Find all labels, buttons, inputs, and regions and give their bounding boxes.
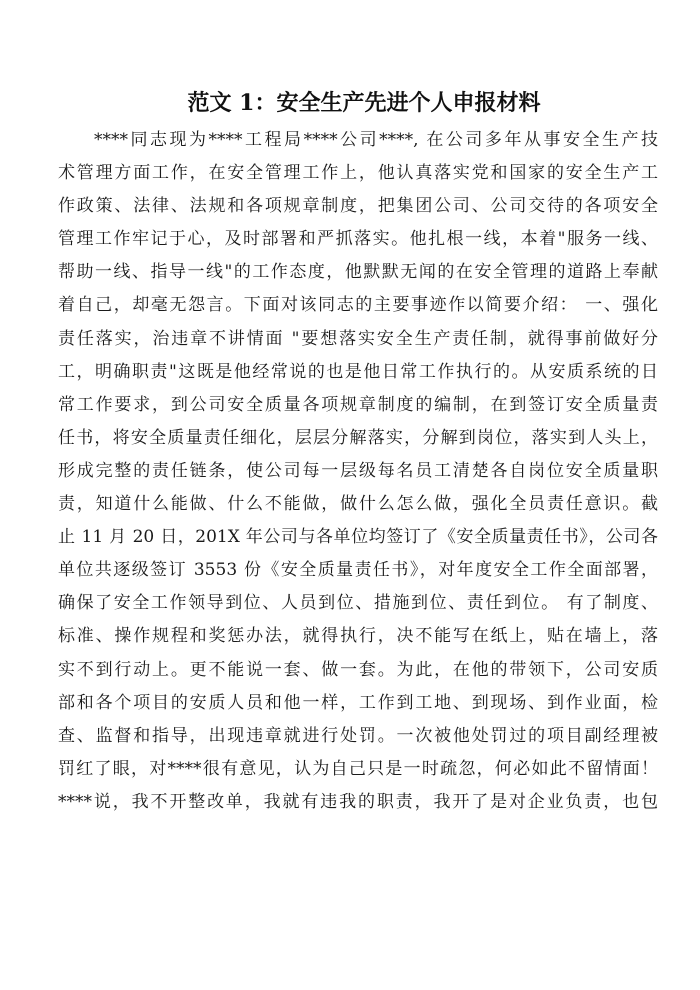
body-line: ****同志现为****工程局****公司****, 在公司多年从事安全生产技 <box>94 130 658 150</box>
body-line: ****说，我不开整改单，我就有违我的职责，我开了是对企业负责，也包 <box>58 791 658 812</box>
body-line: 术管理方面工作，在安全管理工作上，他认真落实党和国家的安全生产工 <box>58 163 658 184</box>
document-body <box>58 124 658 819</box>
body-line: 工，明确职责"这既是他经常说的也是他日常工作执行的。从安质系统的日 <box>58 361 658 382</box>
body-line: 部和各个项目的安质人员和他一样，工作到工地、到现场、到作业面，检 <box>58 692 658 713</box>
body-line: 罚红了眼，对****很有意见，认为自己只是一时疏忽，何必如此不留情面！ <box>58 758 658 779</box>
body-line: 确保了安全工作领导到位、人员到位、措施到位、责任到位。 有了制度、 <box>58 593 658 614</box>
body-line: 单位共逐级签订 3553 份《安全质量责任书》，对年度安全工作全面部署， <box>58 560 658 581</box>
body-line: 帮助一线、指导一线"的工作态度，他默默无闻的在安全管理的道路上奉献 <box>58 262 658 283</box>
body-line: 责，知道什么能做、什么不能做，做什么怎么做，强化全员责任意识。截 <box>58 494 658 515</box>
body-line: 管理工作牢记于心，及时部署和严抓落实。他扎根一线，本着"服务一线、 <box>58 229 658 250</box>
body-line: 查、监督和指导，出现违章就进行处罚。一次被他处罚过的项目副经理被 <box>58 725 658 746</box>
document-title: 范文 1：安全生产先进个人申报材料 <box>187 90 541 116</box>
body-line: 止 11 月 20 日，201X 年公司与各单位均签订了《安全质量责任书》，公司各 <box>58 527 658 548</box>
body-line: 责任落实，治违章不讲情面 "要想落实安全生产责任制，就得事前做好分 <box>58 328 658 349</box>
body-line: 任书，将安全质量责任细化，层层分解落实，分解到岗位，落实到人头上， <box>58 427 658 448</box>
body-line: 作政策、法律、法规和各项规章制度，把集团公司、公司交待的各项安全 <box>58 196 658 217</box>
body-line: 实不到行动上。更不能说一套、做一套。为此，在他的带领下，公司安质 <box>58 659 658 680</box>
body-line: 常工作要求，到公司安全质量各项规章制度的编制，在到签订安全质量责 <box>58 394 658 415</box>
body-line: 形成完整的责任链条，使公司每一层级每名员工清楚各自岗位安全质量职 <box>58 460 658 481</box>
body-line: 标准、操作规程和奖惩办法，就得执行，决不能写在纸上，贴在墙上，落 <box>58 626 658 647</box>
body-line: 着自己，却毫无怨言。下面对该同志的主要事迹作以简要介绍： 一、强化 <box>58 295 658 316</box>
